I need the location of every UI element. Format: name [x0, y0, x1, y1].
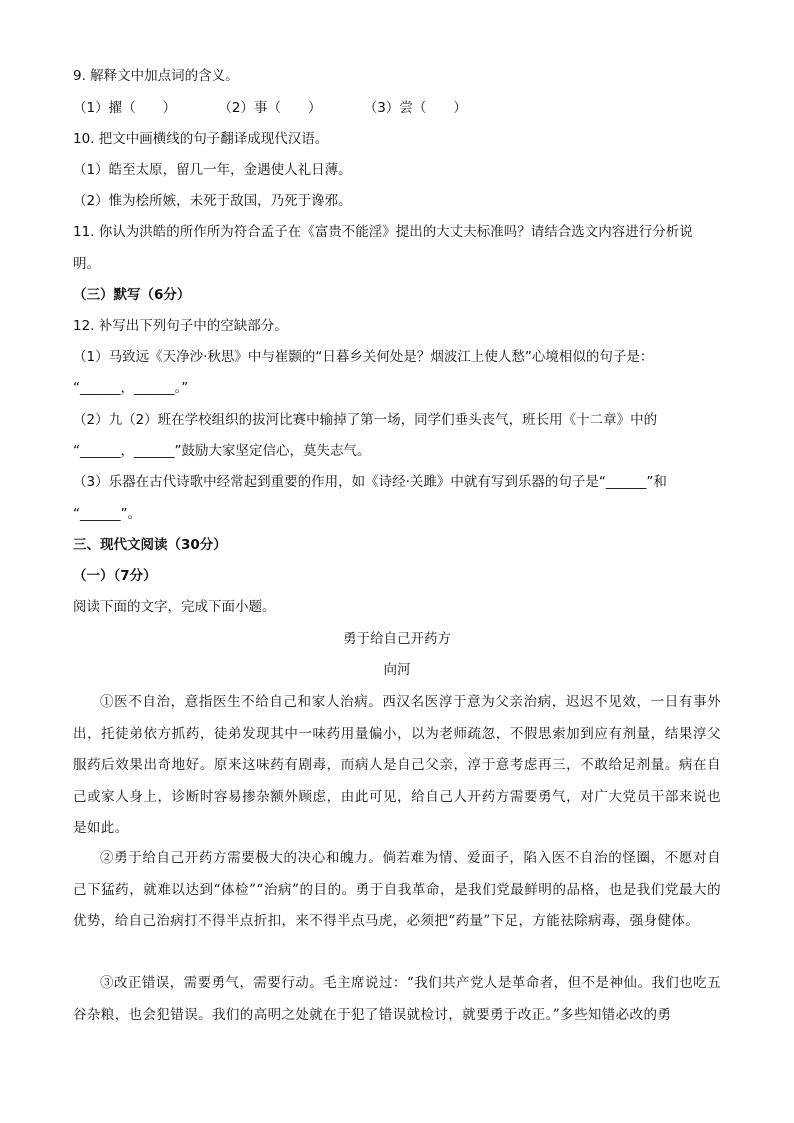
q11-line-1: 11. 你认为洪皓的所作所为符合孟子在《富贵不能淫》提出的大丈夫标准吗？请结合选文内容进行分析说 — [73, 224, 693, 240]
q9-stem: 9. 解释文中加点词的含义。 — [73, 68, 239, 84]
q9-item-3: （3）尝（ ） — [363, 100, 467, 116]
sub1-heading: （一）（7分） — [73, 568, 157, 584]
q10-sentence-1: （1）皓至太原，留几一年，金遇使人礼日薄。 — [73, 162, 352, 178]
q10-sentence-2: （2）惟为桧所嫉，未死于敌国，乃死于谗邪。 — [73, 193, 352, 209]
q12-part3-line2: “______”。 — [73, 506, 141, 522]
q12-part1-line2: “______，______。” — [73, 380, 189, 396]
q9-item-1: （1）擢（ ） — [73, 100, 177, 116]
q12-part2-line2: “______，______”鼓励大家坚定信心，莫失志气。 — [73, 443, 371, 459]
reading-instruction: 阅读下面的文字，完成下面小题。 — [73, 599, 276, 615]
article-paragraph-3: ③改正错误，需要勇气，需要行动。毛主席说过：“我们共产党人是革命者，但不是神仙。我们也吃五谷杂粮，也会犯错误。我们的高明之处就在于犯了错误就检讨，就要勇于改正。”多些知错必改的勇 — [73, 975, 721, 1023]
section-dictation-heading: （三）默写（6分） — [73, 287, 191, 303]
q11-line-2: 明。 — [73, 256, 100, 272]
q12-part1-line1: （1）马致远《天净沙·秋思》中与崔颢的“日暮乡关何处是？烟波江上使人愁”心境相似的句子是： — [73, 349, 654, 365]
q12-part3-line1: （3）乐器在古代诗歌中经常起到重要的作用，如《诗经·关雎》中就有写到乐器的句子是“______”和 — [73, 474, 667, 490]
q12-stem: 12. 补写出下列句子中的空缺部分。 — [73, 318, 288, 334]
article-paragraph-1: ①医不自治，意指医生不给自己和家人治病。西汉名医淳于意为父亲治病，迟迟不见效，一日有事外出，托徒弟依方抓药，徒弟发现其中一味药用量偏小，以为老师疏忽，不假思索加到应有剂量，结果淳父服药后效果出奇地好。原来这味药有剧毒，而病人是自己父亲，淳于意考虑再三，不敢给足剂量。病在自己或家人身上，诊断时容易掺杂额外顾虑，由此可见，给自己人开药方需要勇气，对广大党员干部来说也是如此。 — [73, 694, 721, 836]
part3-heading: 三、现代文阅读（30分） — [73, 537, 227, 553]
q9-items — [73, 98, 721, 118]
q9-item-2: （2）事（ ） — [218, 100, 322, 116]
article-title: 勇于给自己开药方 — [343, 631, 451, 647]
article-paragraph-2: ②勇于给自己开药方需要极大的决心和魄力。倘若难为情、爱面子，陷入医不自治的怪圈，不愿对自己下猛药，就难以达到“体检”“治病”的目的。勇于自我革命，是我们党最鲜明的品格，也是我们党最大的优势，给自己治病打不得半点折扣，来不得半点马虎，必须把“药量”下足，方能祛除病毒，强身健体。 — [73, 850, 721, 929]
q12-part2-line1: （2）九（2）班在学校组织的拔河比赛中输掉了第一场，同学们垂头丧气，班长用《十二章》中的 — [73, 412, 658, 428]
article-author: 向河 — [383, 662, 411, 678]
q10-stem: 10. 把文中画横线的句子翻译成现代汉语。 — [73, 131, 329, 147]
